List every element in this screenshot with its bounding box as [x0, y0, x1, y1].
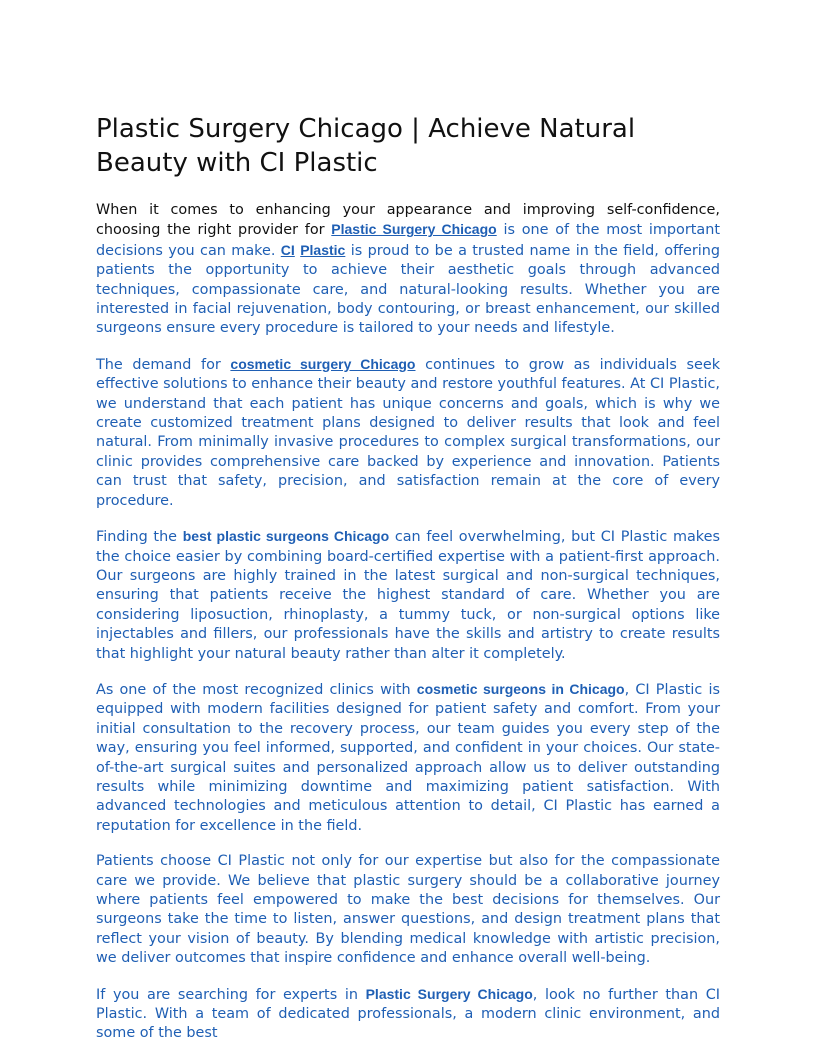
link-plastic[interactable]: Plastic	[300, 241, 346, 258]
keyword-cosmetic-surgeons: cosmetic surgeons in Chicago	[416, 680, 625, 697]
finding-text-2: can feel overwhelming, but CI Plastic makes the choice easier by combining board-certified expertise with a patient-first approach. Our surgeons are highly trained in the latest surgical and non-surgical techniques, ensuring that patients receive the highest standard of care. Whether you are considering liposuction, rhinoplasty, a tummy tuck, or non-surgical options like injectables and fillers, our professionals have the skills and artistry to create results that highlight your natural beauty rather than alter it completely.	[96, 529, 720, 662]
keyword-plastic-surgery-chicago: Plastic Surgery Chicago	[365, 985, 533, 1002]
intro-text-2: is one of the most important decisions you can make.	[96, 222, 720, 259]
demand-text: The demand for	[96, 356, 221, 373]
link-ci[interactable]: CI	[280, 241, 295, 258]
paragraph-intro	[96, 201, 720, 339]
keyword-best-plastic-surgeons: best plastic surgeons Chicago	[182, 528, 390, 545]
paragraph-demand	[96, 355, 720, 511]
intro-text-3: is proud to be a trusted name in the field, offering patients the opportunity to achieve their aesthetic goals through advanced techniques, compassionate care, and natural-looking results. Whether you are interested in facial rejuvenation, body contouring, or breast enhancement, our skilled surgeons ensure every procedure is tailored to your needs and lifestyle.	[96, 242, 721, 337]
intro-text: When it comes to enhancing your appearance and improving self-confidence, choosing the right provider for	[96, 202, 720, 239]
demand-text-2: continues to grow as individuals seek effective solutions to enhance their beauty and restore youthful features. At CI Plastic, we understand that each patient has unique concerns and goals, which is why we create customized treatment plans designed to deliver results that look and feel natural. From minimally invasive procedures to complex surgical transformations, our clinic provides comprehensive care backed by experience and innovation. Patients can trust that safety, precision, and satisfaction remain at the core of every procedure.	[96, 356, 721, 509]
paragraph-finding	[96, 527, 720, 664]
paragraph-patients	[96, 852, 720, 968]
link-plastic-surgery-chicago[interactable]: Plastic Surgery Chicago	[331, 221, 497, 238]
link-cosmetic-surgery-chicago[interactable]: cosmetic surgery Chicago	[230, 355, 416, 372]
searching-text-2: , look no further than CI Plastic. With a team of dedicated professionals, a modern clinic environment, and some of the best	[96, 986, 720, 1042]
clinics-text-2: , CI Plastic is equipped with modern facilities designed for patient safety and comfort. From your initial consultation to the recovery process, our team guides you every step of the way, ensuring you feel informed, supported, and confident in your choices. Our state-of-the-art surgical suites and personalized approach allow us to deliver outstanding results while minimizing downtime and maximizing patient satisfaction. With advanced technologies and meticulous attention to detail, CI Plastic has earned a reputation for excellence in the field.	[96, 681, 720, 834]
paragraph-clinics	[96, 680, 720, 836]
clinics-text: As one of the most recognized clinics with	[96, 681, 411, 698]
paragraph-searching	[96, 985, 720, 1044]
patients-text: Patients choose CI Plastic not only for our expertise but also for the compassionate care we provide. We believe that plastic surgery should be a collaborative journey where patients feel empowered to make the best decisions for themselves. Our surgeons take the time to listen, answer questions, and design treatment plans that reflect your vision of beauty. By blending medical knowledge with artistic precision, we deliver outcomes that inspire confidence and enhance overall well-being.	[96, 853, 720, 967]
searching-text: If you are searching for experts in	[96, 986, 358, 1003]
document-page	[96, 112, 720, 1060]
finding-text: Finding the	[96, 529, 178, 546]
page-title: Plastic Surgery Chicago | Achieve Natural Beauty with CI Plastic	[96, 114, 636, 178]
